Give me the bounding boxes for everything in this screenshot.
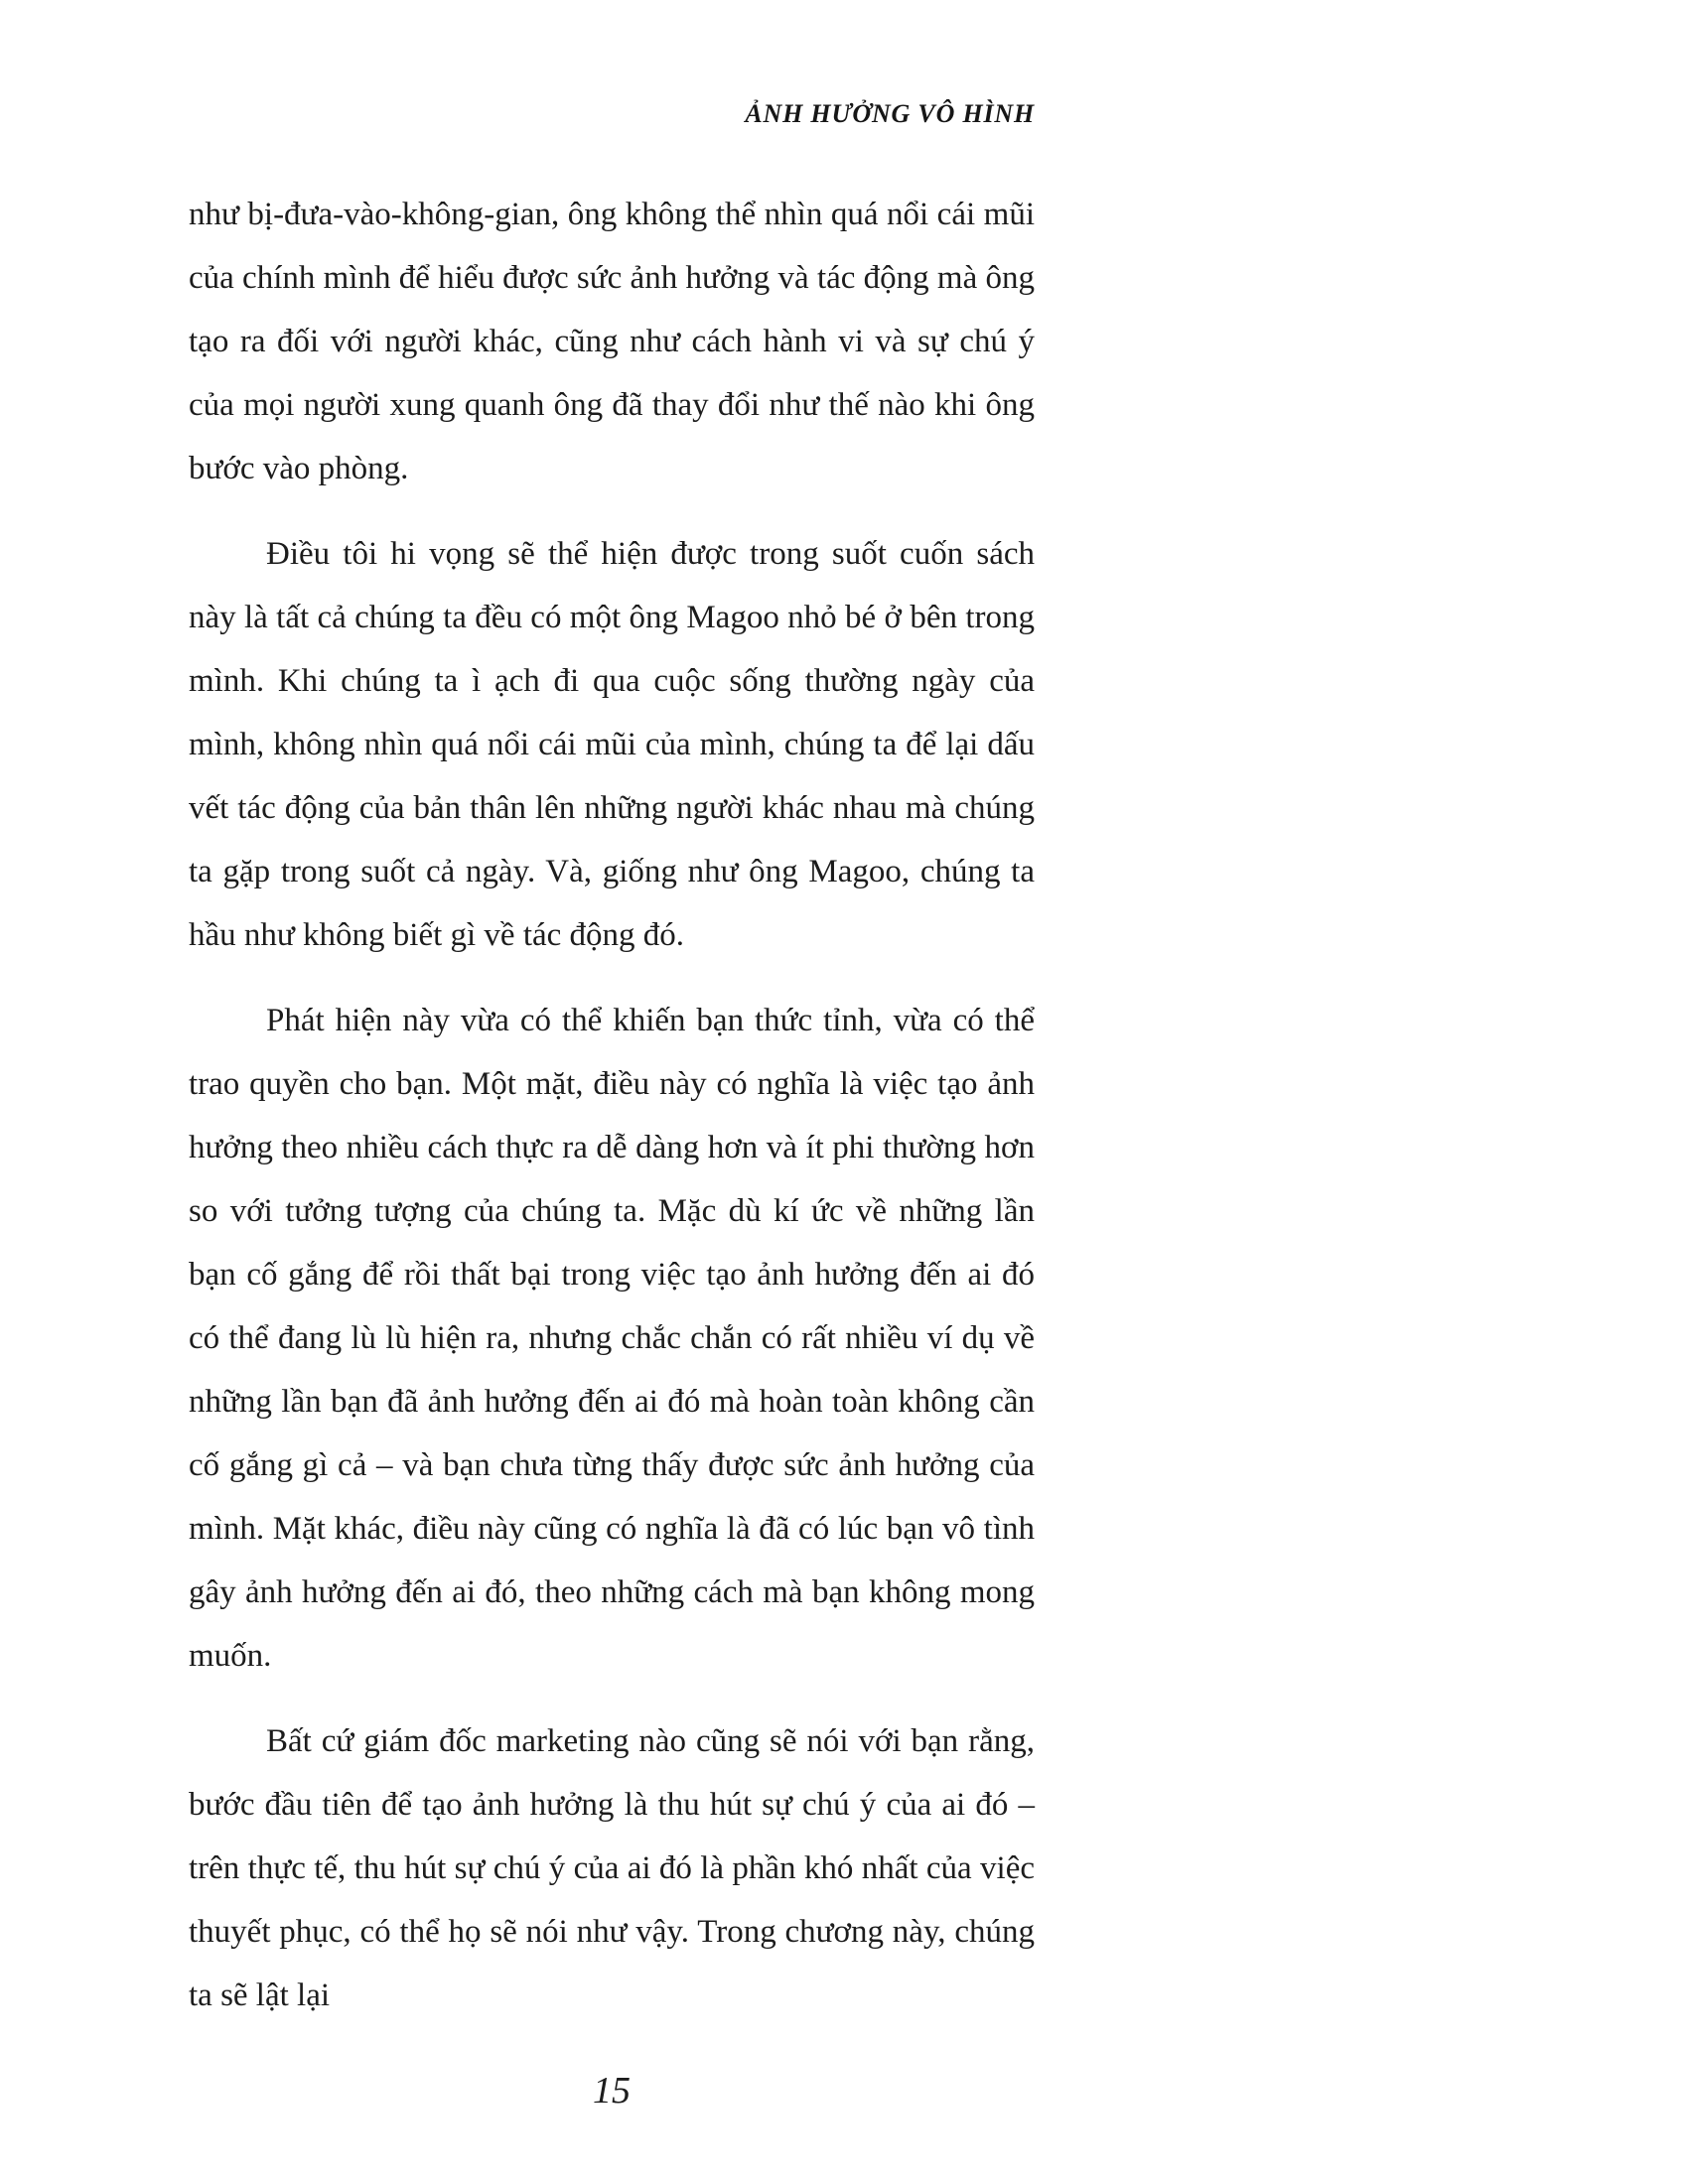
body-paragraph: Phát hiện này vừa có thể khiến bạn thức tỉnh, vừa có thể trao quyền cho bạn. Một mặt, điều này có nghĩa là việc tạo ảnh hưởng theo nhiều cách thực ra dễ dàng hơn và ít phi thường hơn so với tưởng tượng của chúng ta. Mặc dù kí ức về những lần bạn cố gắng để rồi thất bại trong việc tạo ảnh hưởng đến ai đó có thể đang lù lù hiện ra, nhưng chắc chắn có rất nhiều ví dụ về những lần bạn đã ảnh hưởng đến ai đó mà hoàn toàn không cần cố gắng gì cả – và bạn chưa từng thấy được sức ảnh hưởng của mình. Mặt khác, điều này cũng có nghĩa là đã có lúc bạn vô tình gây ảnh hưởng đến ai đó, theo những cách mà bạn không mong muốn. xyxy=(189,1003,1035,1674)
page-content-column xyxy=(189,97,1035,2113)
body-paragraph: Bất cứ giám đốc marketing nào cũng sẽ nói với bạn rằng, bước đầu tiên để tạo ảnh hưởng là thu hút sự chú ý của ai đó – trên thực tế, thu hút sự chú ý của ai đó là phần khó nhất của việc thuyết phục, có thể họ sẽ nói như vậy. Trong chương này, chúng ta sẽ lật lại xyxy=(189,1723,1035,2013)
running-header: ẢNH HƯỞNG VÔ HÌNH xyxy=(745,99,1035,128)
body-paragraph: như bị-đưa-vào-không-gian, ông không thể nhìn quá nổi cái mũi của chính mình để hiểu được sức ảnh hưởng và tác động mà ông tạo ra đối với người khác, cũng như cách hành vi và sự chú ý của mọi người xung quanh ông đã thay đổi như thế nào khi ông bước vào phòng. xyxy=(189,197,1035,486)
body-paragraph: Điều tôi hi vọng sẽ thể hiện được trong suốt cuốn sách này là tất cả chúng ta đều có một ông Magoo nhỏ bé ở bên trong mình. Khi chúng ta ì ạch đi qua cuộc sống thường ngày của mình, không nhìn quá nổi cái mũi của mình, chúng ta để lại dấu vết tác động của bản thân lên những người khác nhau mà chúng ta gặp trong suốt cả ngày. Và, giống như ông Magoo, chúng ta hầu như không biết gì về tác động đó. xyxy=(189,536,1035,953)
page-number: 15 xyxy=(593,2070,631,2112)
